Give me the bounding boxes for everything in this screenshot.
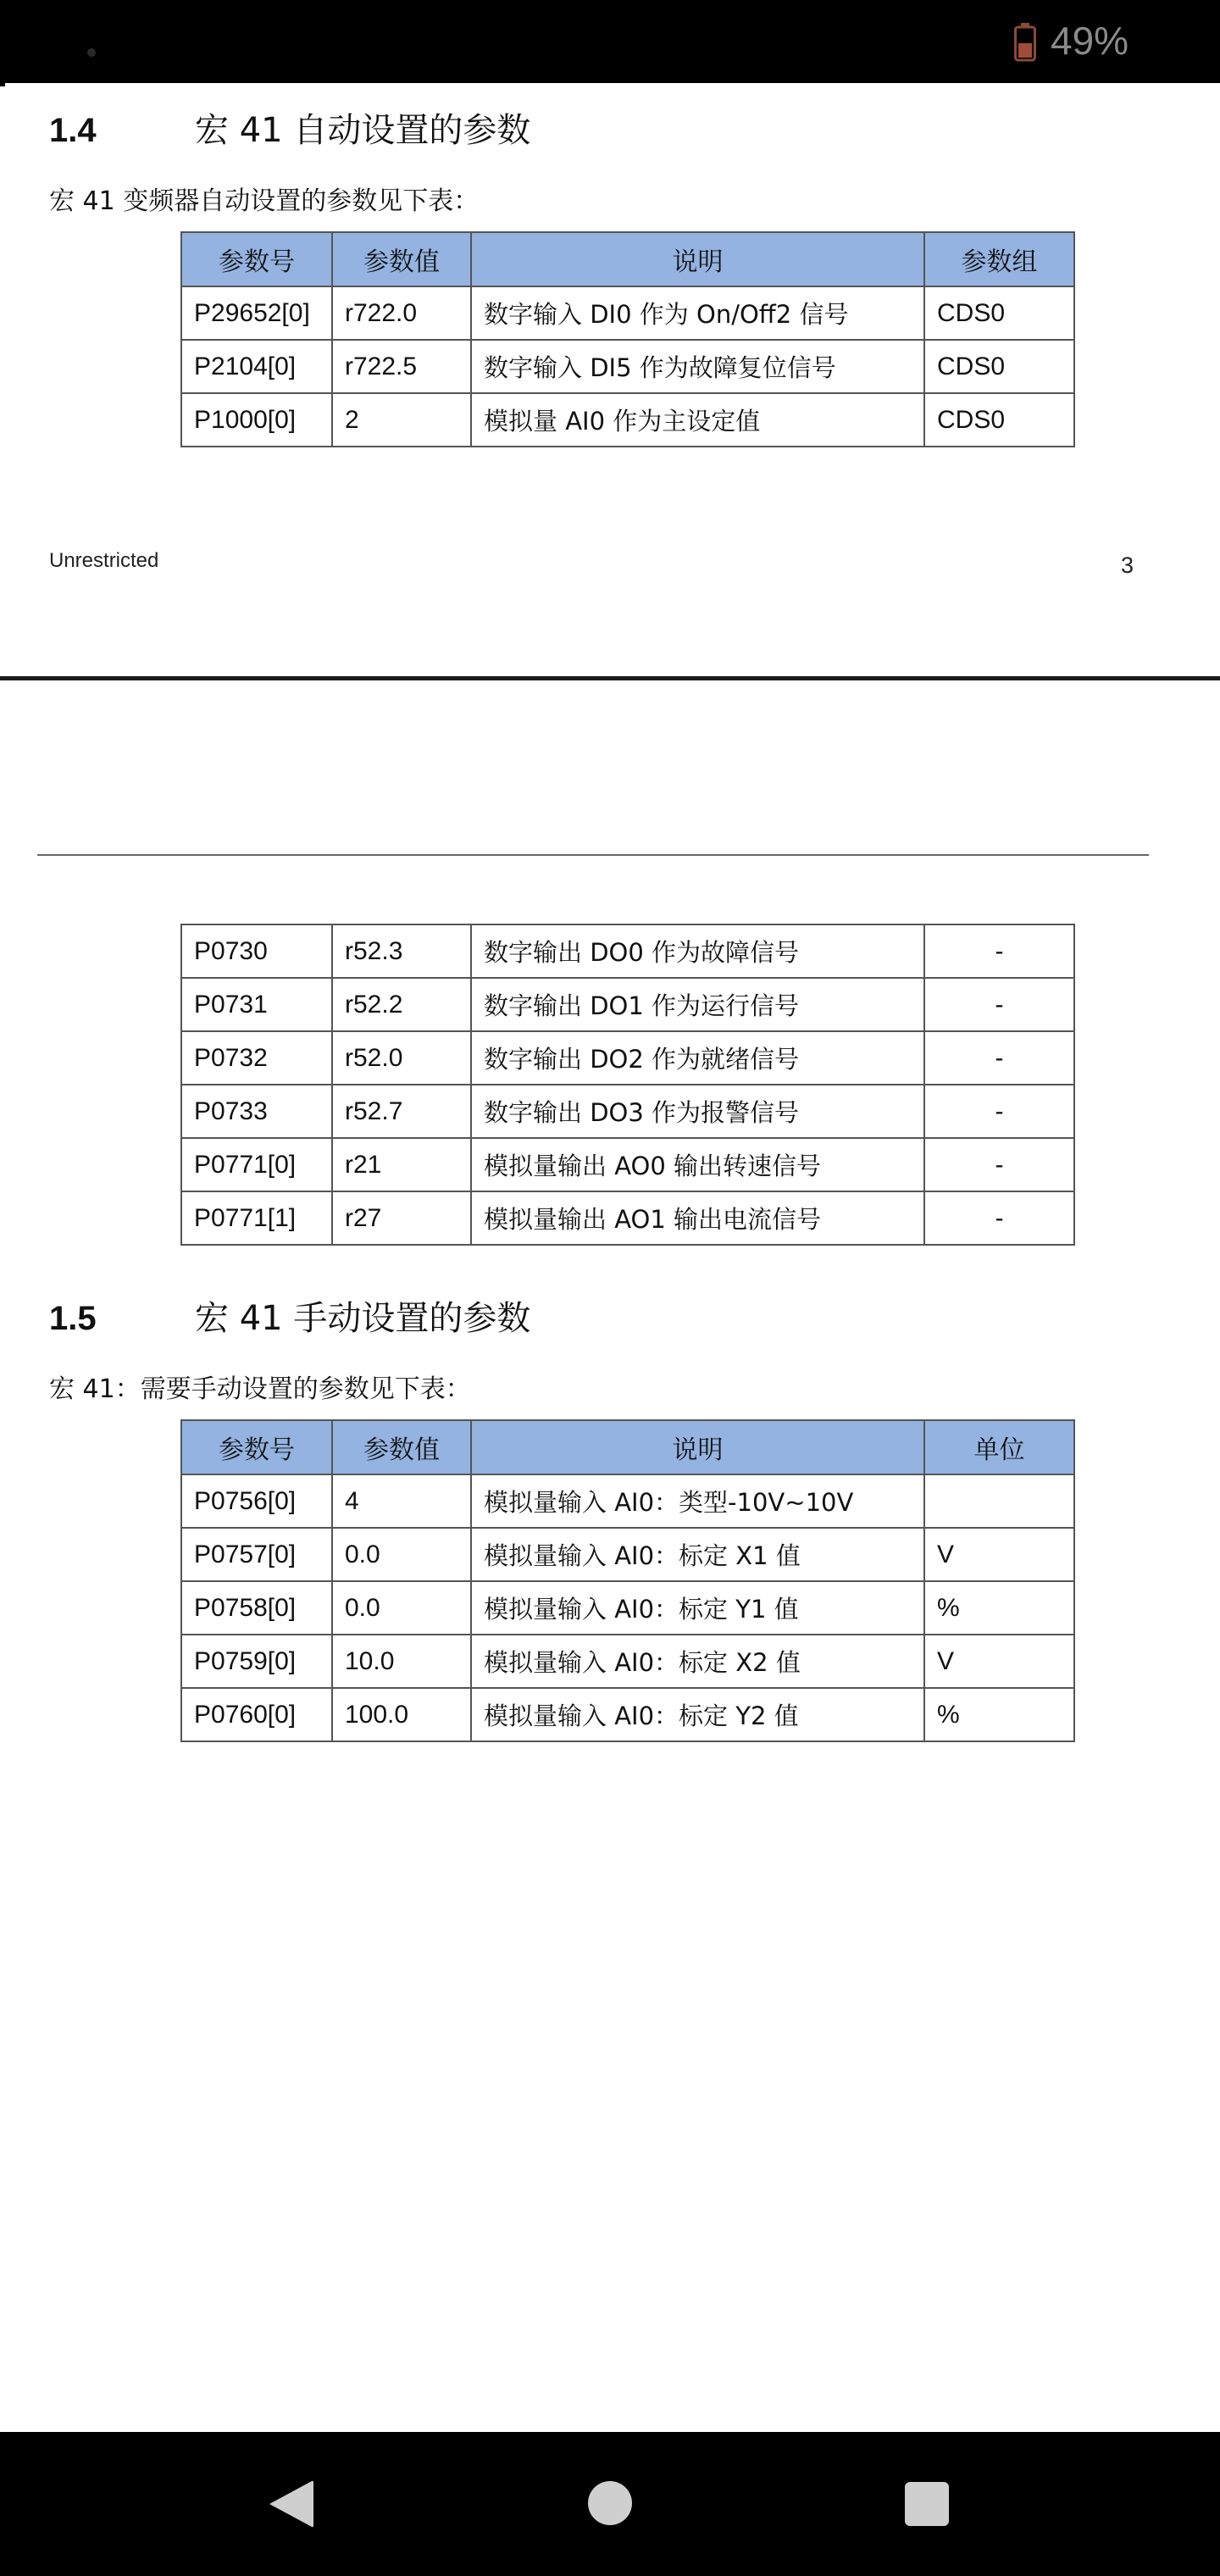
param-value: r722.5 — [332, 340, 471, 393]
param-number: P0757[0] — [181, 1528, 332, 1581]
param-description: 模拟量输出 AO0 输出转速信号 — [471, 1138, 924, 1191]
table-row — [181, 1581, 1074, 1635]
param-group: - — [924, 1031, 1074, 1085]
param-description: 数字输出 DO0 作为故障信号 — [471, 924, 924, 978]
param-value: 2 — [332, 393, 471, 447]
section-number: 1.4 — [49, 112, 97, 149]
param-group: - — [924, 1085, 1074, 1138]
param-description: 模拟量输入 AI0：标定 X2 值 — [471, 1635, 924, 1688]
param-value: r21 — [332, 1138, 471, 1191]
table-row — [181, 1085, 1074, 1138]
param-number: P0731 — [181, 978, 332, 1031]
auto-params-table — [180, 231, 1075, 447]
param-number: P0758[0] — [181, 1581, 332, 1635]
param-number: P0732 — [181, 1031, 332, 1085]
column-header: 参数值 — [332, 1420, 471, 1474]
param-value: 4 — [332, 1474, 471, 1528]
param-value: r52.2 — [332, 978, 471, 1031]
param-description: 模拟量输入 AI0：标定 Y2 值 — [471, 1688, 924, 1741]
column-header: 参数组 — [924, 232, 1074, 286]
param-unit: V — [924, 1528, 1074, 1581]
section-title: 宏 41 自动设置的参数 — [195, 111, 531, 150]
back-triangle-icon[interactable] — [266, 2478, 315, 2530]
param-group: CDS0 — [924, 286, 1074, 340]
param-group: CDS0 — [924, 393, 1074, 447]
table-row — [181, 1528, 1074, 1581]
manual-params-table — [180, 1419, 1075, 1742]
param-group: - — [924, 1138, 1074, 1191]
param-number: P2104[0] — [181, 340, 332, 393]
param-number: P1000[0] — [181, 393, 332, 447]
section-intro: 宏 41 变频器自动设置的参数见下表： — [49, 186, 480, 216]
table-row — [181, 1138, 1074, 1191]
status-divider — [0, 83, 5, 86]
param-description: 数字输出 DO1 作为运行信号 — [471, 978, 924, 1031]
param-group: - — [924, 1191, 1074, 1245]
param-unit — [924, 1474, 1074, 1528]
table-row — [181, 286, 1074, 340]
table-row — [181, 1635, 1074, 1688]
param-value: 10.0 — [332, 1635, 471, 1688]
table-header-row — [181, 1420, 1074, 1474]
param-description: 数字输入 DI0 作为 On/Off2 信号 — [471, 286, 924, 340]
param-description: 数字输出 DO3 作为报警信号 — [471, 1085, 924, 1138]
notification-dot-icon — [87, 48, 96, 57]
table-header-row — [181, 232, 1074, 286]
section-number: 1.5 — [49, 1300, 97, 1337]
table-row — [181, 1031, 1074, 1085]
column-header: 单位 — [924, 1420, 1074, 1474]
param-value: r722.0 — [332, 286, 471, 340]
param-number: P0771[1] — [181, 1191, 332, 1245]
column-header: 参数值 — [332, 232, 471, 286]
param-group: - — [924, 924, 1074, 978]
home-circle-icon[interactable] — [588, 2481, 632, 2525]
table-row — [181, 924, 1074, 978]
auto-params-table-continued — [180, 924, 1075, 1246]
table-row — [181, 1474, 1074, 1528]
param-number: P29652[0] — [181, 286, 332, 340]
param-description: 模拟量输入 AI0：类型-10V~10V — [471, 1474, 924, 1528]
param-unit: % — [924, 1688, 1074, 1741]
column-header: 参数号 — [181, 1420, 332, 1474]
param-description: 模拟量输入 AI0：标定 X1 值 — [471, 1528, 924, 1581]
param-number: P0759[0] — [181, 1635, 332, 1688]
param-value: r52.0 — [332, 1031, 471, 1085]
section-title: 宏 41 手动设置的参数 — [195, 1299, 531, 1338]
param-number: P0733 — [181, 1085, 332, 1138]
param-value: r52.3 — [332, 924, 471, 978]
section-intro: 宏 41：需要手动设置的参数见下表： — [49, 1374, 471, 1404]
param-number: P0730 — [181, 924, 332, 978]
column-header: 说明 — [471, 232, 924, 286]
column-header: 参数号 — [181, 232, 332, 286]
param-unit: V — [924, 1635, 1074, 1688]
table-row — [181, 978, 1074, 1031]
param-value: r27 — [332, 1191, 471, 1245]
battery-low-icon — [1014, 23, 1036, 62]
param-description: 数字输入 DI5 作为故障复位信号 — [471, 340, 924, 393]
param-number: P0760[0] — [181, 1688, 332, 1741]
header-rule — [37, 854, 1149, 856]
status-bar — [0, 0, 1220, 83]
table-row — [181, 393, 1074, 447]
param-description: 模拟量输出 AO1 输出电流信号 — [471, 1191, 924, 1245]
recents-square-icon[interactable] — [905, 2482, 949, 2526]
param-value: 0.0 — [332, 1581, 471, 1635]
param-number: P0771[0] — [181, 1138, 332, 1191]
param-unit: % — [924, 1581, 1074, 1635]
footer-classification: Unrestricted — [49, 549, 159, 572]
page-number: 3 — [1121, 552, 1134, 578]
table-row — [181, 1688, 1074, 1741]
column-header: 说明 — [471, 1420, 924, 1474]
param-number: P0756[0] — [181, 1474, 332, 1528]
battery-percentage: 49% — [1051, 19, 1129, 63]
param-value: 0.0 — [332, 1528, 471, 1581]
table-row — [181, 340, 1074, 393]
table-row — [181, 1191, 1074, 1245]
page-separator — [0, 676, 1220, 680]
param-description: 模拟量输入 AI0：标定 Y1 值 — [471, 1581, 924, 1635]
param-value: 100.0 — [332, 1688, 471, 1741]
param-group: CDS0 — [924, 340, 1074, 393]
param-description: 数字输出 DO2 作为就绪信号 — [471, 1031, 924, 1085]
param-value: r52.7 — [332, 1085, 471, 1138]
param-group: - — [924, 978, 1074, 1031]
param-description: 模拟量 AI0 作为主设定值 — [471, 393, 924, 447]
